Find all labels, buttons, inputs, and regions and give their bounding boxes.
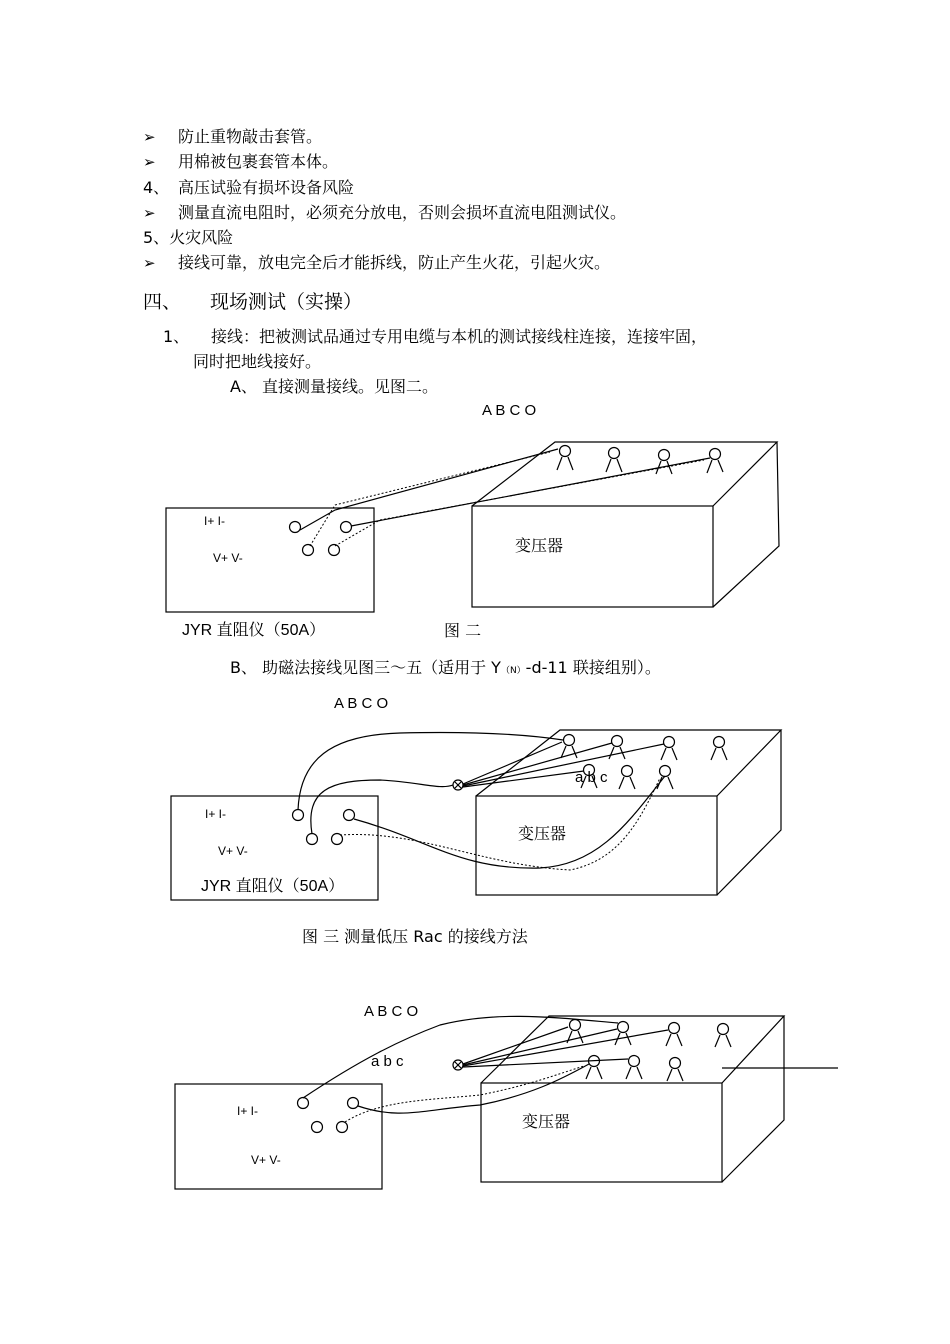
bushing bbox=[707, 449, 723, 474]
bullet-text: 高压试验有损坏设备风险 bbox=[178, 178, 355, 197]
wire-current-c bbox=[354, 776, 665, 868]
bushing bbox=[606, 448, 622, 473]
transformer-box bbox=[472, 506, 713, 607]
instrument-box bbox=[166, 508, 374, 612]
wire-link-4 bbox=[463, 1059, 628, 1067]
bullet-text: 接线可靠，放电完全后才能拆线，防止产生火花，引起火灾。 bbox=[178, 253, 611, 272]
bushing bbox=[661, 737, 677, 761]
bushing bbox=[656, 450, 672, 475]
terminal-label-current: I+ I- bbox=[204, 514, 226, 528]
subsection-a: A、 直接测量接线。见图二。 bbox=[230, 377, 439, 396]
transformer-box bbox=[481, 1083, 722, 1182]
transformer-box bbox=[476, 796, 717, 895]
wire-link-3 bbox=[463, 744, 664, 786]
device-label: JYR 直阻仪（50A） bbox=[182, 622, 326, 639]
wire-voltage-c bbox=[340, 778, 660, 870]
bullet-marker: 4、 bbox=[143, 178, 170, 197]
bushing bbox=[561, 735, 577, 759]
phase-labels: A B C O bbox=[334, 695, 389, 712]
wire-link-1 bbox=[463, 1027, 568, 1064]
junction-symbol bbox=[453, 1060, 463, 1070]
bullet-text: 防止重物敲击套管。 bbox=[178, 127, 323, 146]
figure-2-drawing bbox=[166, 442, 779, 612]
wire-current-a bbox=[300, 449, 558, 530]
wire-current-a bbox=[298, 732, 563, 810]
step-number: 1、 bbox=[163, 327, 190, 346]
terminal-v-plus bbox=[312, 1122, 323, 1133]
bushing bbox=[715, 1024, 731, 1048]
bullet-marker: ➢ bbox=[143, 204, 156, 222]
subsection-b-prefix: B、 助磁法接线见图三～五（适用于 Y bbox=[230, 658, 501, 677]
figure-caption: 图 三 测量低压 Rac 的接线方法 bbox=[302, 927, 528, 946]
junction-symbol bbox=[453, 780, 463, 790]
bushing bbox=[711, 737, 727, 761]
transformer-label: 变压器 bbox=[518, 824, 567, 843]
terminal-i-minus bbox=[341, 522, 352, 533]
terminal-label-current: I+ I- bbox=[237, 1104, 259, 1118]
bushing bbox=[626, 1056, 642, 1080]
bushing bbox=[615, 1022, 631, 1046]
bullet-marker: ➢ bbox=[143, 254, 156, 272]
wire-link-2 bbox=[463, 1029, 617, 1065]
step-text-line2: 同时把地线接好。 bbox=[193, 352, 322, 371]
transformer-side bbox=[722, 1016, 784, 1182]
bullet-marker: ➢ bbox=[143, 153, 156, 171]
transformer-label: 变压器 bbox=[522, 1112, 571, 1131]
wire-current-b bbox=[358, 1064, 589, 1113]
terminal-v-minus bbox=[337, 1122, 348, 1133]
bullet-marker: ➢ bbox=[143, 128, 156, 146]
low-phase-labels: a b c bbox=[575, 769, 608, 786]
section-number: 四、 bbox=[143, 291, 182, 313]
bushing bbox=[557, 446, 573, 471]
terminal-label-current: I+ I- bbox=[205, 807, 227, 821]
terminal-i-minus bbox=[348, 1098, 359, 1109]
bullet-text: 5、火灾风险 bbox=[143, 228, 234, 247]
phase-labels: A B C O bbox=[364, 1003, 419, 1020]
bullet-text: 测量直流电阻时，必须充分放电，否则会损坏直流电阻测试仪。 bbox=[178, 203, 627, 222]
terminal-i-minus bbox=[344, 810, 355, 821]
section-title: 现场测试（实操） bbox=[210, 291, 363, 313]
terminal-label-voltage: V+ V- bbox=[251, 1153, 281, 1167]
transformer-top bbox=[476, 730, 781, 796]
terminal-label-voltage: V+ V- bbox=[213, 551, 243, 565]
transformer-side bbox=[717, 730, 781, 895]
subsection-b-subscript: （N） bbox=[500, 666, 526, 676]
terminal-v-plus bbox=[303, 545, 314, 556]
figure-3-drawing bbox=[171, 730, 781, 900]
figure-caption: 图 二 bbox=[444, 621, 482, 640]
terminal-label-voltage: V+ V- bbox=[218, 844, 248, 858]
wire-current-b bbox=[311, 780, 453, 834]
wire-voltage-o bbox=[335, 460, 704, 546]
low-phase-labels: a b c bbox=[371, 1053, 404, 1070]
wire-link-1 bbox=[463, 742, 562, 784]
transformer-label: 变压器 bbox=[515, 536, 564, 555]
device-label: JYR 直阻仪（50A） bbox=[201, 878, 345, 895]
bushing bbox=[619, 766, 635, 790]
phase-labels: A B C O bbox=[482, 402, 537, 419]
bullet-text: 用棉被包裹套管本体。 bbox=[178, 152, 339, 171]
bushing bbox=[567, 1020, 583, 1044]
terminal-i-plus bbox=[293, 810, 304, 821]
transformer-top bbox=[481, 1016, 784, 1083]
terminal-v-plus bbox=[307, 834, 318, 845]
subsection-b-suffix: -d-11 联接组别）。 bbox=[525, 658, 661, 677]
transformer-side bbox=[713, 442, 779, 607]
instrument-box bbox=[175, 1084, 382, 1189]
bushing bbox=[586, 1056, 602, 1080]
bushing bbox=[666, 1023, 682, 1047]
bushing bbox=[657, 766, 673, 790]
terminal-i-plus bbox=[290, 522, 301, 533]
wire-link-3 bbox=[463, 1030, 668, 1066]
step-text-line1: 接线：把被测试品通过专用电缆与本机的测试接线柱连接，连接牢固， bbox=[211, 327, 708, 346]
bushing bbox=[667, 1058, 683, 1082]
terminal-i-plus bbox=[298, 1098, 309, 1109]
subsection-b bbox=[230, 658, 661, 681]
terminal-v-minus bbox=[329, 545, 340, 556]
